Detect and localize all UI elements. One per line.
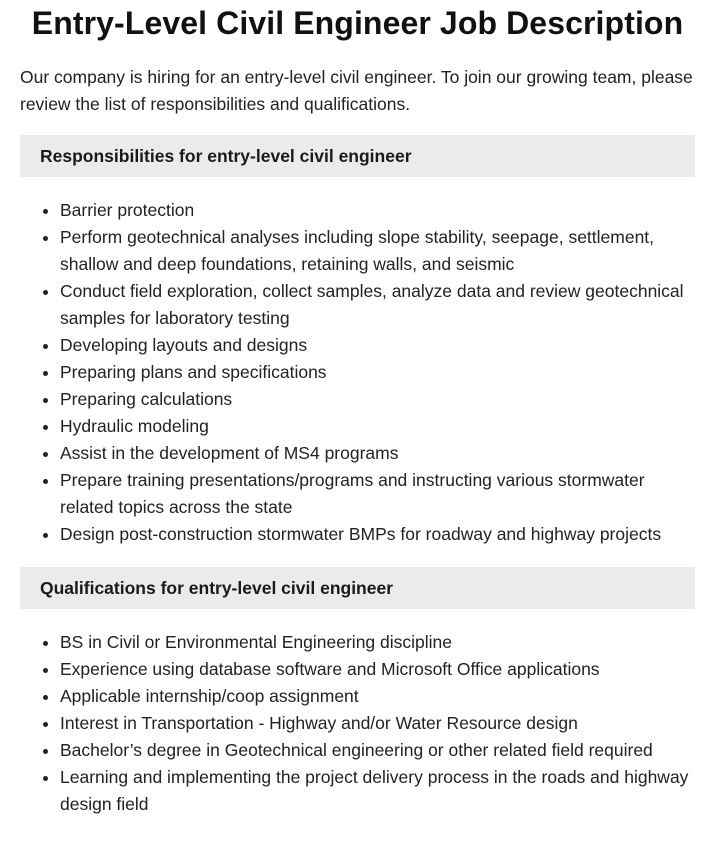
responsibility-item: Developing layouts and designs	[60, 332, 695, 359]
qualification-item: Interest in Transportation - Highway and/or Water Resource design	[60, 710, 695, 737]
responsibility-item: Assist in the development of MS4 programs	[60, 440, 695, 467]
responsibility-item: Perform geotechnical analyses including slope stability, seepage, settlement, shallow and deep foundations, retaining walls, and seismic	[60, 224, 695, 278]
qualifications-list	[20, 629, 695, 818]
qualification-item: Experience using database software and Microsoft Office applications	[60, 656, 695, 683]
responsibility-item: Design post-construction stormwater BMPs for roadway and highway projects	[60, 521, 695, 548]
responsibility-item: Barrier protection	[60, 197, 695, 224]
responsibility-item: Preparing plans and specifications	[60, 359, 695, 386]
qualification-item: BS in Civil or Environmental Engineering discipline	[60, 629, 695, 656]
qualifications-heading: Qualifications for entry-level civil engineer	[20, 567, 695, 609]
page-title: Entry-Level Civil Engineer Job Description	[31, 5, 684, 41]
responsibility-item: Conduct field exploration, collect samples, analyze data and review geotechnical samples for laboratory testing	[60, 278, 695, 332]
intro-paragraph: Our company is hiring for an entry-level civil engineer. To join our growing team, please review the list of responsibilities and qualifications.	[20, 67, 693, 114]
qualification-item: Bachelor’s degree in Geotechnical engineering or other related field required	[60, 737, 695, 764]
responsibility-item: Prepare training presentations/programs and instructing various stormwater related topics across the state	[60, 467, 695, 521]
qualification-item: Applicable internship/coop assignment	[60, 683, 695, 710]
responsibility-item: Preparing calculations	[60, 386, 695, 413]
qualification-item: Learning and implementing the project delivery process in the roads and highway design field	[60, 764, 695, 818]
responsibilities-heading: Responsibilities for entry-level civil engineer	[20, 135, 695, 177]
responsibilities-list	[20, 197, 695, 548]
responsibility-item: Hydraulic modeling	[60, 413, 695, 440]
